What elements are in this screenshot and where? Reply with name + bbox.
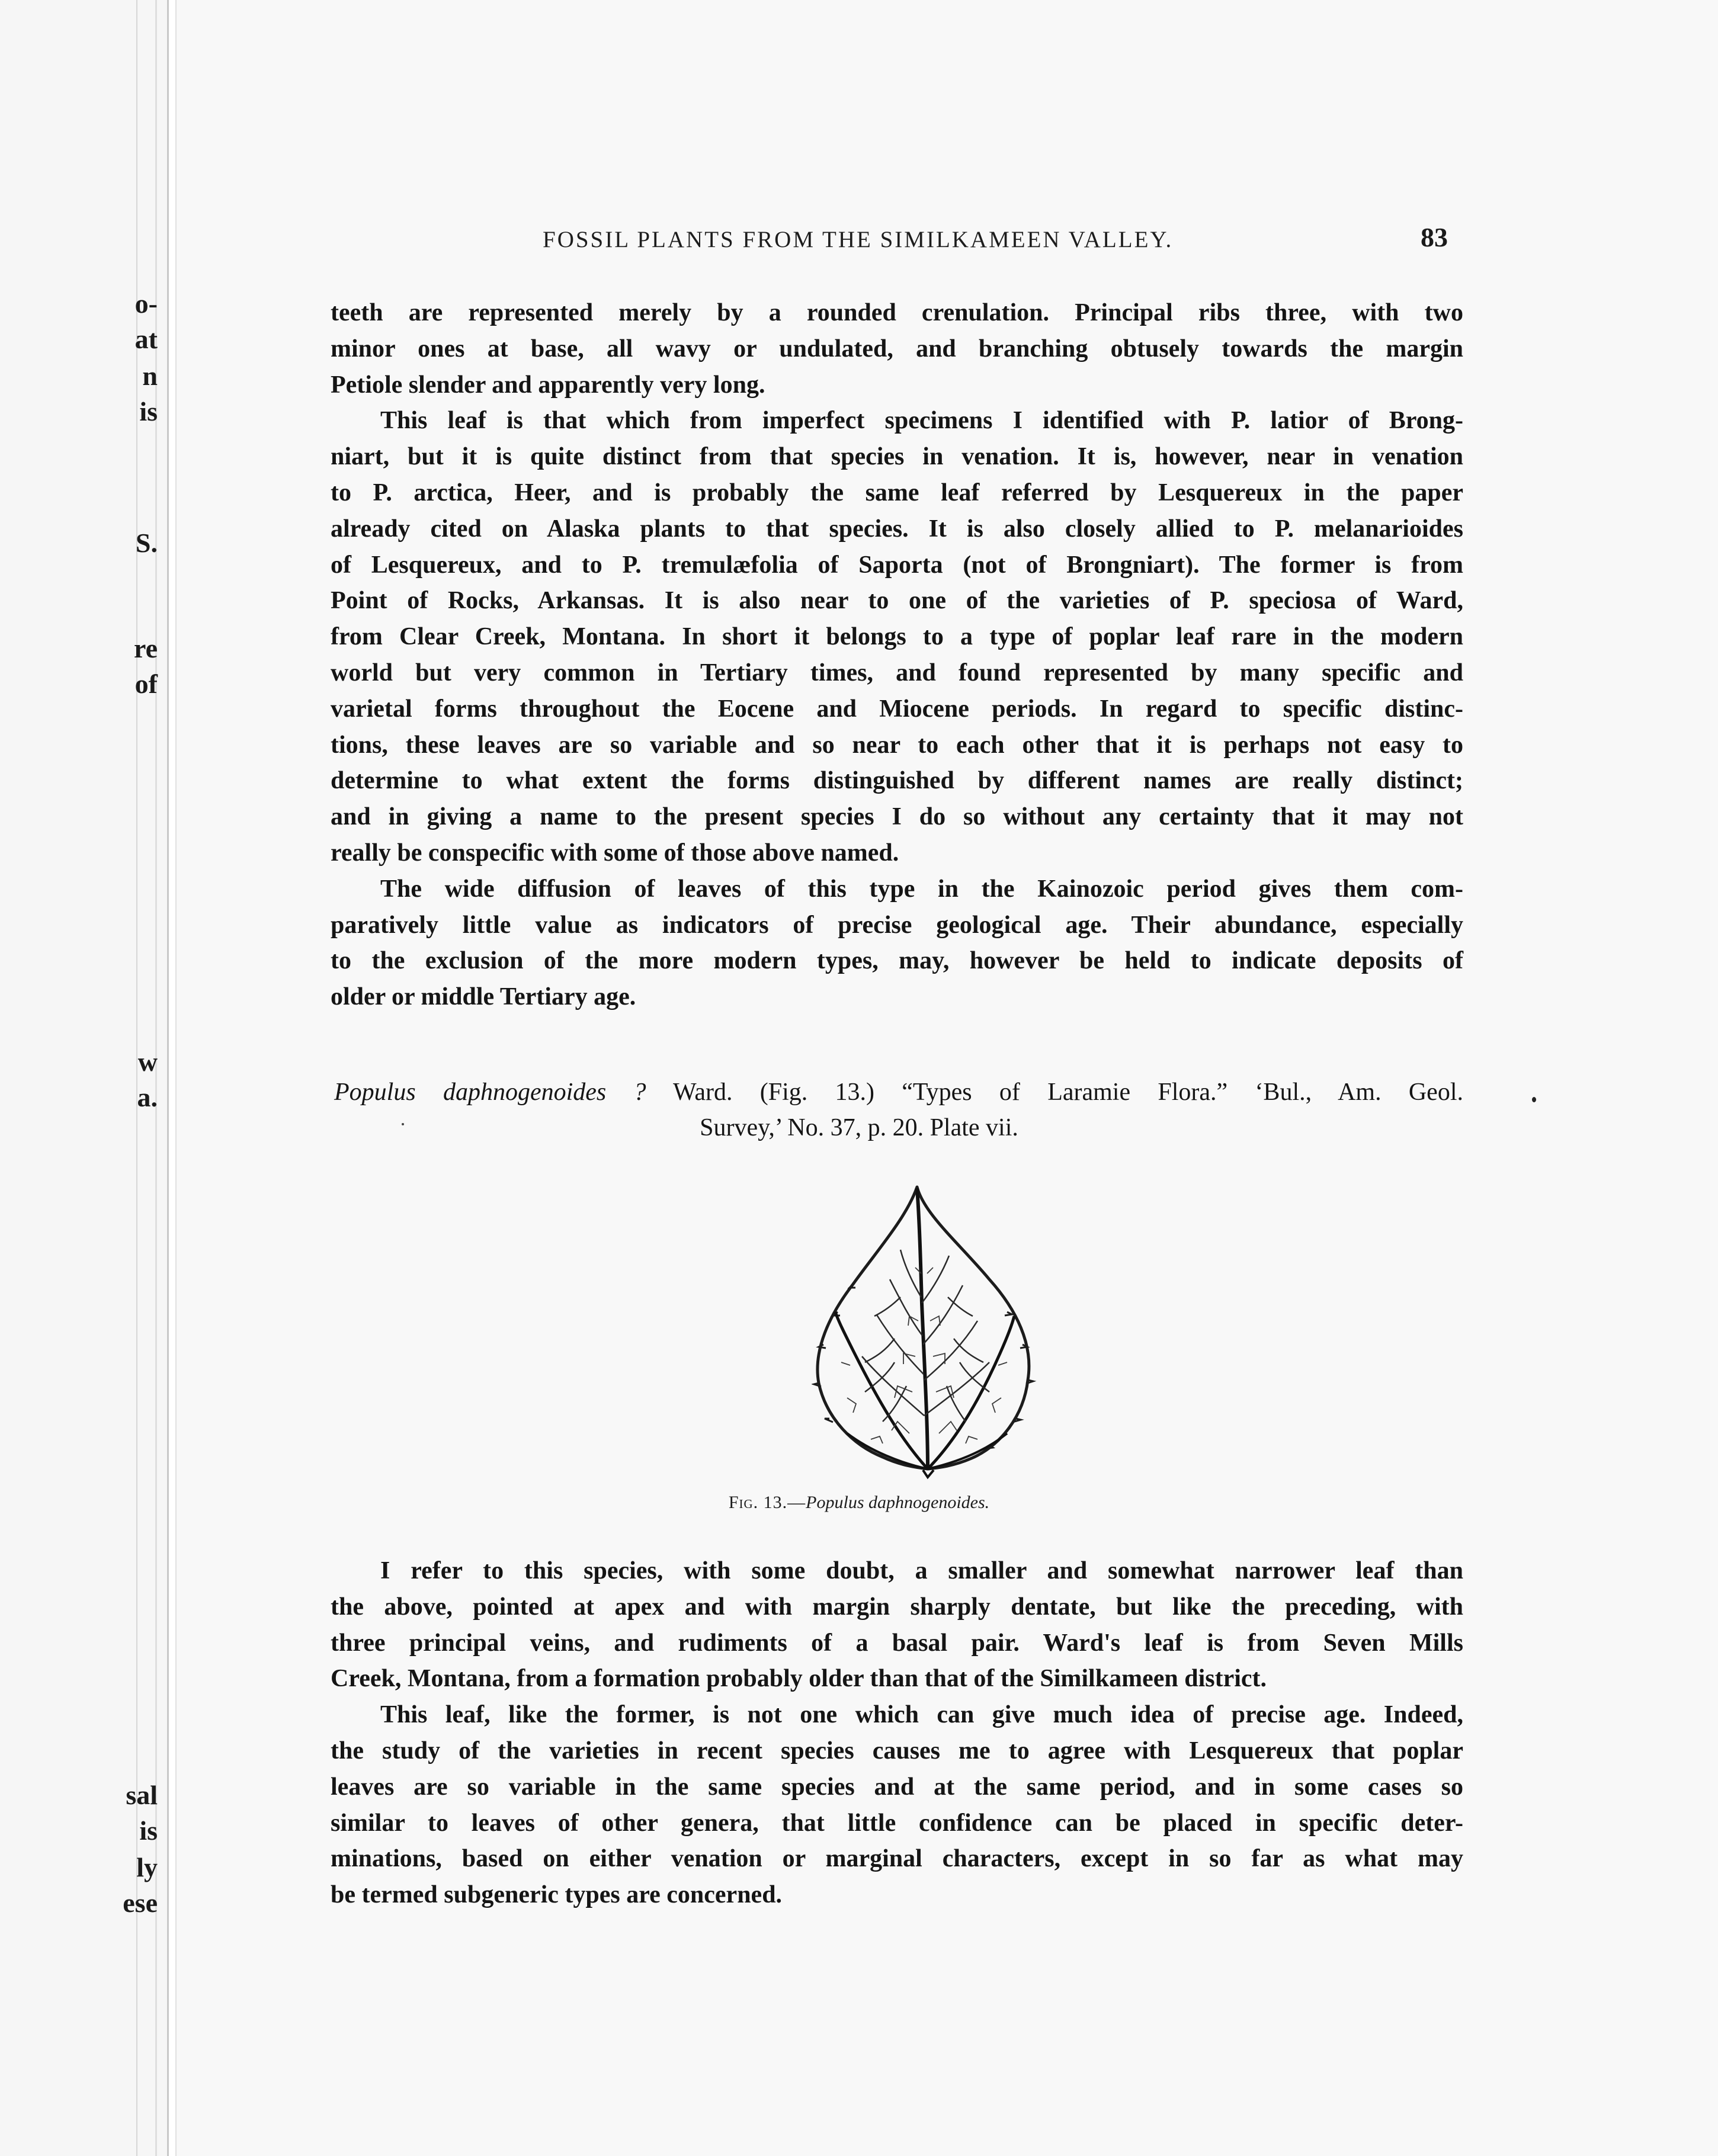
running-title: FOSSIL PLANTS FROM THE SIMILKAMEEN VALLEY.	[543, 227, 1174, 252]
leaf-petiole	[923, 1470, 934, 1477]
leaf-lateral-vein-left	[835, 1312, 928, 1469]
figure-species: Populus daphnogenoides.	[806, 1493, 990, 1512]
body-text-line: varietal forms throughout the Eocene and Miocene periods. In regard to specific distinc-	[331, 695, 1463, 723]
left-page-fragment: S.	[135, 528, 158, 558]
scan-speck	[1532, 1097, 1536, 1102]
body-text-line: teeth are represented merely by a rounded crenulation. Principal ribs three, with two	[331, 299, 1463, 326]
body-text-line: Petiole slender and apparently very long.	[331, 371, 765, 399]
body-text-line: the study of the varieties in recent species causes me to agree with Lesquereux that poplar	[331, 1737, 1463, 1764]
body-text-line: be termed subgeneric types are concerned.	[331, 1881, 783, 1909]
fossil-leaf-figure	[812, 1185, 1037, 1481]
body-text-line: tions, these leaves are so variable and so near to each other that it is perhaps not easy to	[331, 731, 1463, 759]
left-page-fragment: w	[137, 1047, 158, 1077]
body-text-line: older or middle Tertiary age.	[331, 983, 636, 1011]
body-text-line: the above, pointed at apex and with margin sharply dentate, but like the preceding, with	[331, 1593, 1463, 1621]
body-text-line: The wide diffusion of leaves of this type in the Kainozoic period gives them com-	[380, 875, 1463, 903]
figure-caption	[0, 1493, 1718, 1513]
body-text-line: three principal veins, and rudiments of a basal pair. Ward's leaf is from Seven Mills	[331, 1629, 1463, 1657]
leaf-basal-vein-left	[847, 1433, 928, 1469]
body-text-line: paratively little value as indicators of precise geological age. Their abundance, especially	[331, 911, 1463, 939]
body-text-line: Point of Rocks, Arkansas. It is also near to one of the varieties of P. speciosa of Ward,	[331, 587, 1463, 615]
left-page-fragment: o-	[134, 288, 158, 319]
left-page-fragment: ly	[136, 1852, 158, 1882]
left-page-fragment: at	[134, 324, 158, 354]
species-citation: Ward. (Fig. 13.) “Types of Laramie Flora.” ‘Bul., Am. Geol.	[646, 1079, 1463, 1106]
body-text-line: similar to leaves of other genera, that little confidence can be placed in specific deter-	[331, 1809, 1463, 1837]
page-number: 83	[1421, 222, 1448, 252]
left-page-fragment: of	[134, 669, 158, 699]
body-text-line: to P. arctica, Heer, and is probably the same leaf referred by Lesquereux in the paper	[331, 479, 1463, 506]
figure-label: Fig. 13.—	[728, 1493, 806, 1512]
body-text-line: of Lesquereux, and to P. tremulæfolia of Saporta (not of Brongniart). The former is from	[331, 551, 1463, 579]
body-text-line: already cited on Alaska plants to that species. It is also closely allied to P. melanarioides	[331, 515, 1463, 543]
left-page-fragment: sal	[126, 1780, 158, 1810]
body-text-line: to the exclusion of the more modern types, may, however be held to indicate deposits of	[331, 947, 1463, 975]
left-page-fragment: is	[139, 1815, 158, 1846]
body-text-line: Creek, Montana, from a formation probably older than that of the Similkameen district.	[331, 1665, 1267, 1693]
left-page-fragment: ese	[123, 1888, 158, 1918]
leaf-midrib	[917, 1188, 928, 1469]
body-text-line: niart, but it is quite distinct from that species in venation. It is, however, near in venation	[331, 443, 1463, 471]
body-text-line: minations, based on either venation or marginal characters, except in so far as what may	[331, 1845, 1463, 1873]
species-name: Populus daphnogenoides ?	[334, 1079, 646, 1106]
leaf-lateral-vein-right	[928, 1316, 1014, 1469]
body-text-line: world but very common in Tertiary times, and found represented by many specific and	[331, 659, 1463, 686]
body-text-line: This leaf, like the former, is not one which can give much idea of precise age. Indeed,	[380, 1701, 1463, 1729]
body-text-line: and in giving a name to the present species I do so without any certainty that it may not	[331, 803, 1463, 831]
body-text-line: determine to what extent the forms distinguished by different names are really distinct;	[331, 767, 1463, 795]
body-text-line: minor ones at base, all wavy or undulated, and branching obtusely towards the margin	[331, 335, 1463, 362]
scan-speck	[402, 1123, 404, 1125]
body-text-line: really be conspecific with some of those above named.	[331, 839, 899, 867]
left-page-fragment: re	[133, 633, 158, 663]
body-text-line: leaves are so variable in the same species and at the same period, and in some cases so	[331, 1773, 1463, 1801]
body-text-line: from Clear Creek, Montana. In short it belongs to a type of poplar leaf rare in the modern	[331, 623, 1463, 651]
body-text-line: This leaf is that which from imperfect specimens I identified with P. latior of Brong-	[380, 407, 1463, 435]
left-page-fragment: n	[142, 361, 158, 391]
species-heading-line-2: Survey,’ No. 37, p. 20. Plate vii.	[700, 1114, 1018, 1141]
left-page-edge	[0, 0, 169, 2156]
left-page-fragment: a.	[137, 1082, 158, 1112]
species-heading-line-1	[334, 1074, 1463, 1110]
left-page-fragment: is	[139, 396, 158, 426]
body-text-line: I refer to this species, with some doubt, a smaller and somewhat narrower leaf than	[380, 1557, 1463, 1584]
